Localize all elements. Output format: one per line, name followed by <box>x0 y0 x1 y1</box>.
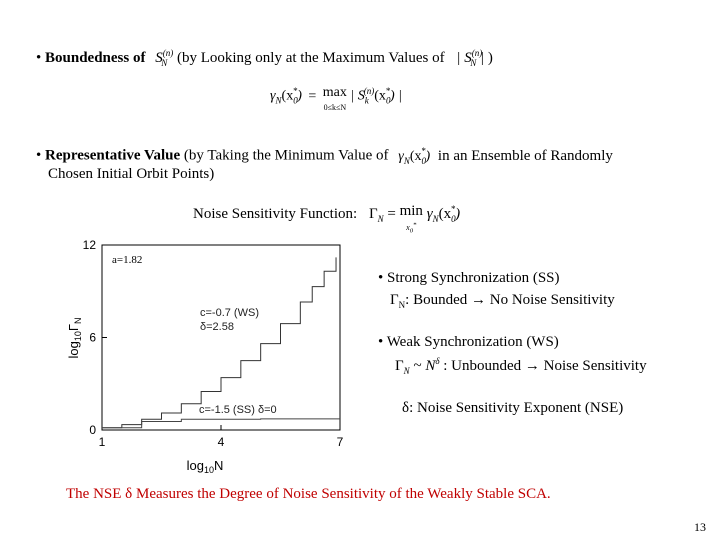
bullet-title: Boundedness of <box>45 50 146 66</box>
plot-frame <box>102 245 340 430</box>
bullet-dot: • <box>36 147 42 164</box>
bullet-representative <box>36 146 613 165</box>
page-number: 13 <box>694 520 706 534</box>
bullet-desc: (by Taking the Minimum Value of <box>183 147 389 164</box>
max-formula: $\gamma_N(x_0^*) = \max$ 0≤k≤N | $S_k^{(n)}(x_0^*)$ | <box>270 85 402 112</box>
bullet-line2: Chosen Initial Orbit Points) <box>48 166 215 182</box>
x-tick-label: 4 <box>217 435 225 449</box>
ss-heading: • Strong Synchronization (SS) <box>378 270 560 286</box>
y-axis-label: $\log_{10}\Gamma_N$ <box>66 317 83 359</box>
bullet-dot: • <box>36 50 42 66</box>
y-tick-label: 12 <box>82 238 96 252</box>
series-line-ws <box>102 257 336 427</box>
abs-symbol: | $S^{(n)}_N$ | <box>456 48 485 68</box>
annotation-ws-delta: δ=2.58 <box>200 321 234 333</box>
nsf-label: Noise Sensitivity Function: <box>193 206 358 222</box>
sensitivity-chart <box>60 230 360 480</box>
ws-heading: • Weak Synchronization (WS) <box>378 334 559 350</box>
nsf-formula: Noise Sensitivity Function: $\Gamma_N = \min$ $x_0^*$ $\gamma_N(x_0^*)$ <box>193 203 461 235</box>
ss-desc: $\Gamma_N$: Bounded → No Noise Sensitivity <box>390 292 615 310</box>
bullet-boundedness <box>36 48 493 68</box>
annotation-a: a=1.82 <box>112 254 143 266</box>
x-tick-label: 1 <box>98 435 106 449</box>
y-tick-label: 6 <box>89 330 96 345</box>
bullet-tail: in an Ensemble of Randomly <box>437 147 613 164</box>
nse-definition: δ: Noise Sensitivity Exponent (NSE) <box>402 400 624 416</box>
ws-desc: $\Gamma_N$ ~ $N^\delta$ : Unbounded → Noise Sensitivity <box>395 356 647 376</box>
annotation-ss: c=-1.5 (SS) δ=0 <box>199 404 277 416</box>
bullet-title: Representative Value <box>45 147 181 164</box>
annotation-ws: c=-0.7 (WS) <box>200 307 259 319</box>
bullet-desc: (by Looking only at the Maximum Values of <box>176 50 445 66</box>
conclusion: The NSE δ Measures the Degree of Noise Sensitivity of the Weakly Stable SCA. <box>66 486 551 502</box>
bullet-close: ) <box>487 50 493 66</box>
gamma-symbol: $\gamma_N(x_0^*)$ <box>398 146 431 166</box>
y-tick-label: 0 <box>89 423 96 437</box>
x-tick-label: 7 <box>336 435 344 449</box>
symbol-s: $S^{(n)}_N$ <box>155 48 174 68</box>
x-axis-label: $\log_{10}N$ <box>186 458 224 475</box>
